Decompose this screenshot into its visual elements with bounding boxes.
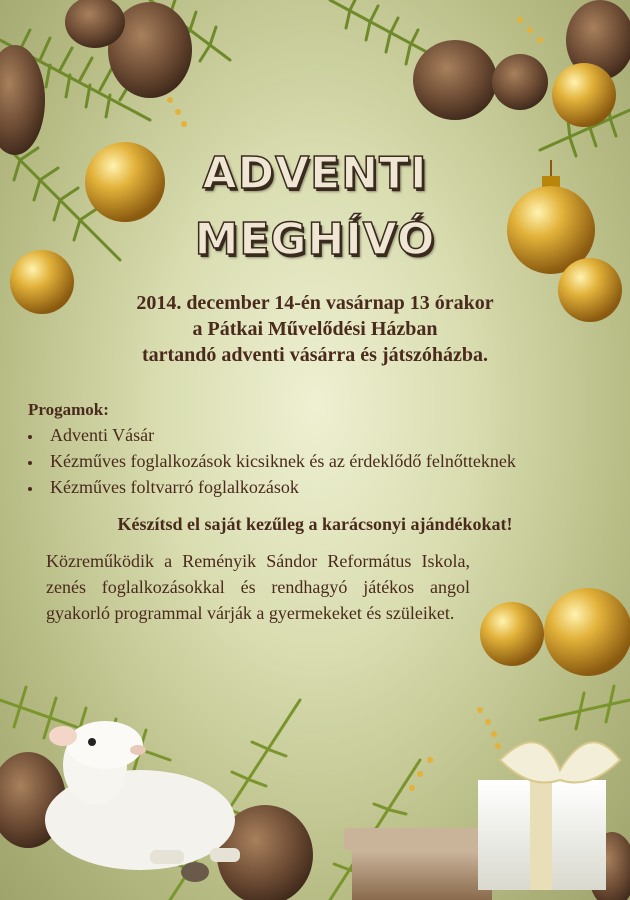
list-item: Kézműves foltvarró foglalkozások xyxy=(28,474,516,500)
list-item: Kézműves foglalkozások kicsiknek és az érdeklődő felnőtteknek xyxy=(28,448,516,474)
christmas-ornament-icon xyxy=(480,602,544,666)
programs-heading: Progamok: xyxy=(28,400,109,419)
event-date-line: 2014. december 14-én vasárnap 13 órakor xyxy=(136,292,494,314)
gift-box-icon xyxy=(478,742,620,890)
contributors-paragraph: Közreműködik a Reményik Sándor Református Iskola, zenés foglalkozásokkal és rendhagyó játékos angol gyakorló programmal várják a gyermekeket és szüleiket. xyxy=(46,551,470,623)
pine-cone-icon xyxy=(413,40,497,120)
event-venue-line: a Pátkai Művelődési Házban xyxy=(192,318,438,340)
title-line-adventi: ADVENTI xyxy=(202,148,428,199)
title-line-meghivo: MEGHÍVÓ xyxy=(194,214,436,265)
programs-list xyxy=(28,422,516,500)
event-details xyxy=(0,290,630,368)
gift-box-icon xyxy=(344,828,500,900)
christmas-ornament-icon xyxy=(544,588,630,676)
christmas-ornament-icon xyxy=(552,63,616,127)
lamb-figurine-icon xyxy=(45,721,240,882)
tagline: Készítsd el saját kezűleg a karácsonyi ajándékokat! xyxy=(117,514,513,534)
event-purpose-line: tartandó adventi vásárra és játszóházba. xyxy=(141,344,489,366)
list-item: Adventi Vásár xyxy=(28,422,516,448)
pine-cone-icon xyxy=(492,54,548,110)
